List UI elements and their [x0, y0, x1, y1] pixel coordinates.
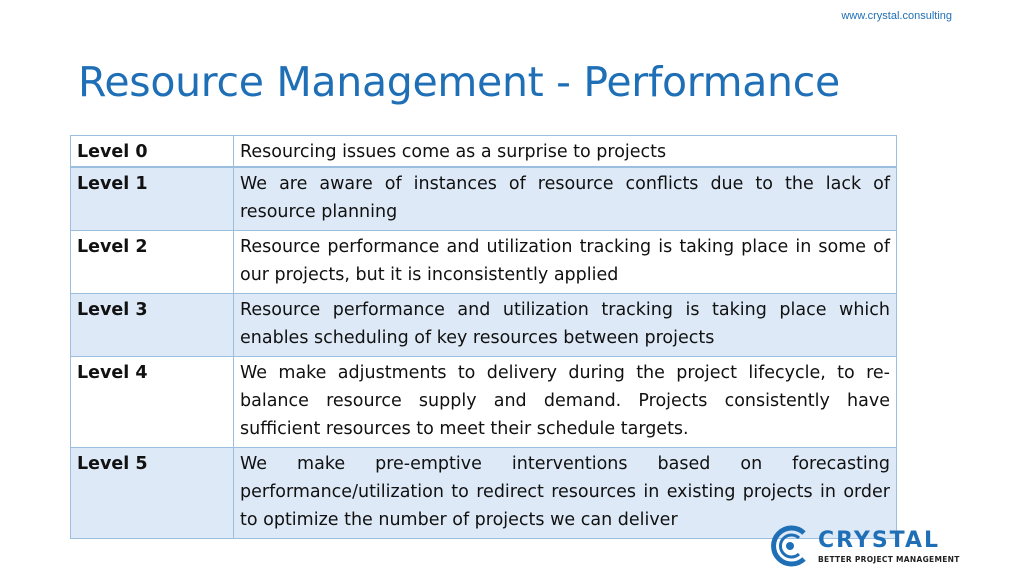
table-row-level-3	[71, 294, 897, 357]
table-row-level-0	[71, 136, 897, 168]
level-label: Level 1	[71, 167, 234, 231]
crystal-logo	[768, 524, 958, 570]
table-row-level-1	[71, 167, 897, 231]
crystal-ring-logo-icon	[768, 524, 812, 568]
logo-tagline: BETTER PROJECT MANAGEMENT	[818, 555, 960, 564]
website-url[interactable]: www.crystal.consulting	[841, 10, 952, 22]
level-description: We are aware of instances of resource conflicts due to the lack of resource planning	[234, 167, 897, 231]
level-label: Level 2	[71, 231, 234, 294]
logo-wordmark: CRYSTAL	[818, 528, 941, 553]
table-row-level-2	[71, 231, 897, 294]
table-row-level-4	[71, 357, 897, 448]
level-description: Resourcing issues come as a surprise to projects	[234, 136, 897, 168]
level-description: Resource performance and utilization tracking is taking place in some of our projects, but it is inconsistently applied	[234, 231, 897, 294]
level-description: We make adjustments to delivery during the project lifecycle, to re-balance resource supply and demand. Projects consistently have sufficient resources to meet their schedule targets.	[234, 357, 897, 448]
level-label: Level 5	[71, 448, 234, 539]
level-label: Level 4	[71, 357, 234, 448]
maturity-levels-table	[70, 135, 897, 539]
level-label: Level 0	[71, 136, 234, 168]
page-title: Resource Management - Performance	[78, 58, 840, 106]
level-description: Resource performance and utilization tracking is taking place which enables scheduling of key resources between projects	[234, 294, 897, 357]
level-label: Level 3	[71, 294, 234, 357]
level-description: We make pre-emptive interventions based on forecasting performance/utilization to redirect resources in existing projects in order to optimize the number of projects we can deliver	[234, 448, 897, 539]
